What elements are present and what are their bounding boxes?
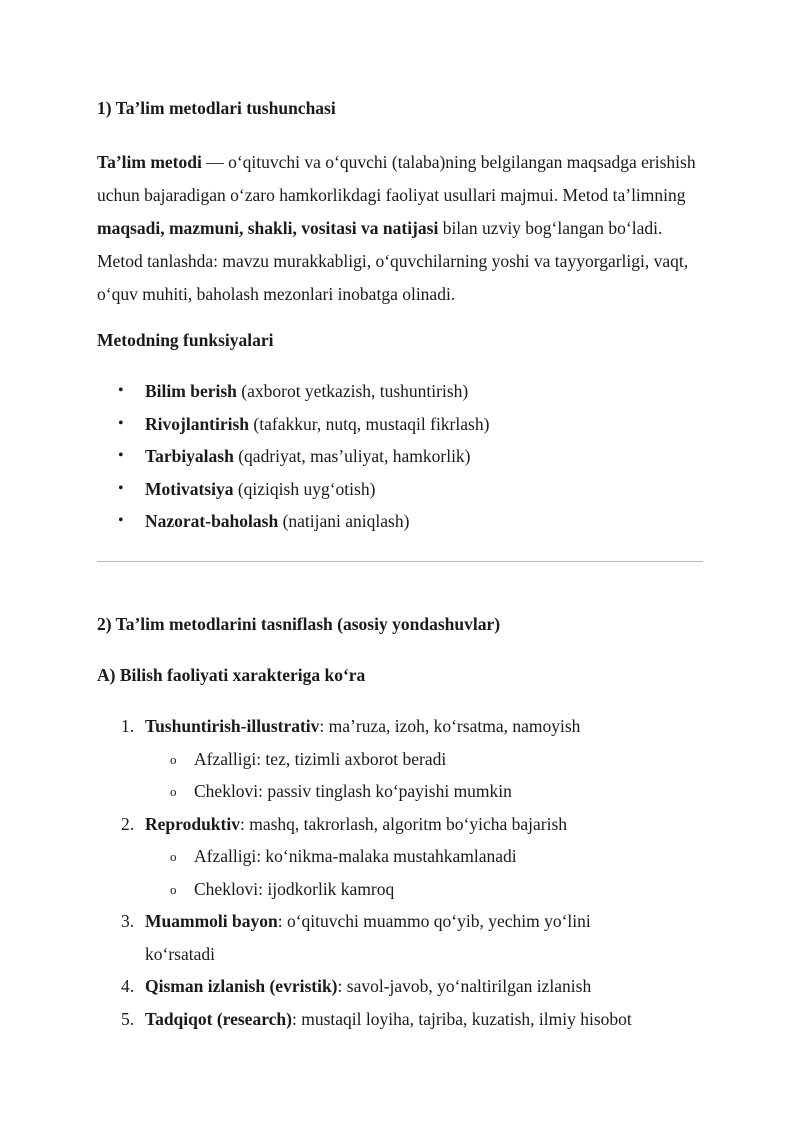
sub-marker: o	[170, 784, 177, 799]
method-name: Muammoli bayon	[145, 911, 278, 931]
function-desc: (qadriyat, mas’uliyat, hamkorlik)	[233, 446, 471, 466]
function-desc: (tafakkur, nutq, mustaqil fikrlash)	[249, 413, 490, 434]
function-name: Bilim berish	[145, 381, 237, 401]
sub-text: Afzalligi: ko‘nikma-malaka mustahkamlanadi	[194, 846, 517, 866]
definition-text-2: bilan uzviy bog‘langan bo‘ladi. Metod tanlashda: mavzu murakkabligi, o‘quvchilarning yoshi va tayyorgarligi, vaqt, o‘quv muhiti, baholash mezonlari inobatga olinadi.	[97, 218, 689, 304]
methods-list	[97, 710, 707, 1035]
bullet-marker: •	[118, 512, 124, 529]
list-item	[97, 970, 707, 1003]
list-item	[97, 408, 489, 441]
sub-list-item	[97, 873, 707, 906]
definition-bold-terms: maqsadi, mazmuni, shakli, vositasi va natijasi	[97, 218, 439, 238]
item-number: 2.	[121, 813, 135, 834]
item-number: 1.	[121, 716, 135, 736]
list-item	[97, 710, 707, 743]
section-2a-subheading: A) Bilish faoliyati xarakteriga ko‘ra	[97, 665, 366, 685]
definition-term: Ta’lim metodi	[97, 152, 202, 172]
functions-heading: Metodning funksiyalari	[97, 330, 274, 350]
function-desc: (qiziqish uyg‘otish)	[233, 478, 376, 499]
method-name: Tadqiqot (research)	[145, 1008, 292, 1029]
method-name: Tushuntirish-illustrativ	[145, 716, 320, 736]
section-1-heading: 1) Ta’lim metodlari tushunchasi	[97, 98, 336, 118]
function-desc: (natijani aniqlash)	[278, 511, 410, 531]
bullet-marker: •	[118, 414, 124, 432]
method-desc: : o‘qituvchi muammo qo‘yib, yechim yo‘lini ko‘rsatadi	[145, 911, 591, 964]
sub-marker: o	[170, 751, 177, 767]
sub-marker: o	[170, 881, 177, 897]
function-name: Nazorat-baholash	[145, 511, 279, 531]
bullet-marker: •	[118, 382, 124, 399]
method-desc: : mustaqil loyiha, tajriba, kuzatish, ilmiy hisobot	[291, 1008, 632, 1029]
sub-list-item	[97, 840, 707, 873]
item-number: 3.	[121, 911, 135, 931]
method-name: Reproduktiv	[145, 813, 240, 834]
bullet-marker: •	[118, 479, 124, 497]
method-desc: : mashq, takrorlash, algoritm bo‘yicha bajarish	[239, 813, 568, 834]
list-item	[97, 375, 489, 408]
method-desc: : ma’ruza, izoh, ko‘rsatma, namoyish	[319, 716, 581, 736]
method-name: Qisman izlanish (evristik)	[145, 976, 338, 996]
function-desc: (axborot yetkazish, tushuntirish)	[236, 381, 469, 401]
sub-text: Cheklovi: ijodkorlik kamroq	[194, 878, 395, 899]
list-item	[97, 808, 707, 841]
item-number: 4.	[121, 976, 135, 996]
functions-list	[97, 375, 489, 538]
definition-text-1: — o‘qituvchi va o‘quvchi (talaba)ning belgilangan maqsadga erishish uchun bajaradigan o‘zaro hamkorlikdagi faoliyat usullari majmui. Metod ta’limning	[97, 152, 696, 205]
function-name: Tarbiyalash	[145, 446, 234, 466]
bullet-marker: •	[118, 447, 124, 464]
list-item	[97, 1003, 707, 1036]
function-name: Rivojlantirish	[145, 413, 250, 434]
list-item	[97, 473, 489, 506]
sub-marker: o	[170, 849, 177, 864]
sub-text: Cheklovi: passiv tinglash ko‘payishi mumkin	[194, 781, 512, 801]
horizontal-divider	[97, 561, 703, 562]
sub-text: Afzalligi: tez, tizimli axborot beradi	[194, 748, 447, 769]
section-2-heading: 2) Ta’lim metodlarini tasniflash (asosiy yondashuvlar)	[97, 614, 501, 634]
method-desc: : savol-javob, yo‘naltirilgan izlanish	[337, 976, 592, 996]
definition-paragraph	[97, 146, 707, 311]
list-item	[97, 440, 489, 473]
item-number: 5.	[121, 1008, 135, 1029]
list-item	[97, 505, 489, 538]
list-item	[97, 905, 665, 970]
sub-list-item	[97, 743, 707, 776]
function-name: Motivatsiya	[145, 478, 234, 499]
sub-list-item	[97, 775, 707, 808]
